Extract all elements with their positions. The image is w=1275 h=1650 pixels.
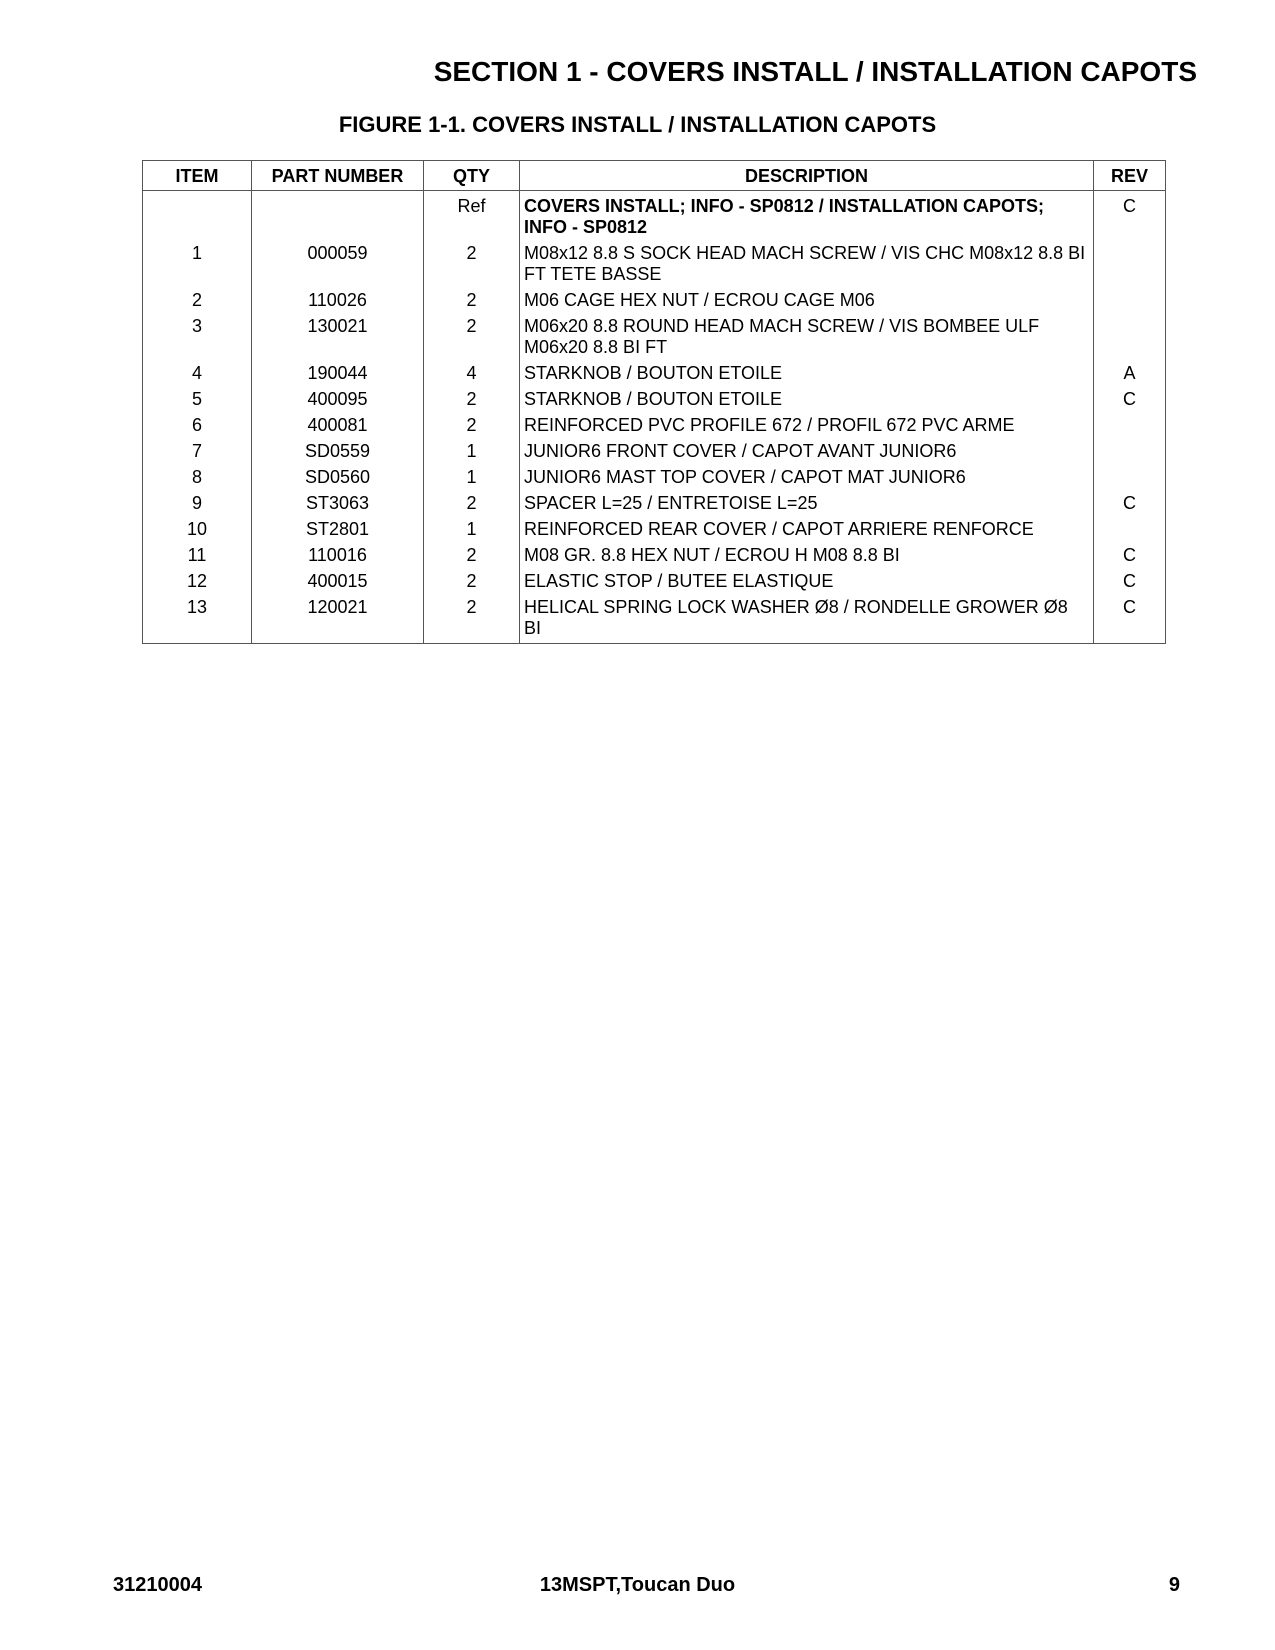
part-number-cell: SD0560 xyxy=(252,465,424,491)
table-row xyxy=(143,569,1166,595)
description-cell: M06 CAGE HEX NUT / ECROU CAGE M06 xyxy=(520,288,1094,314)
item-cell: 7 xyxy=(143,439,252,465)
rev-cell: A xyxy=(1094,361,1166,387)
part-number-cell: 190044 xyxy=(252,361,424,387)
qty-cell: 4 xyxy=(424,361,520,387)
part-number-cell: ST3063 xyxy=(252,491,424,517)
qty-cell: 2 xyxy=(424,543,520,569)
part-number-cell: 120021 xyxy=(252,595,424,644)
qty-cell: 2 xyxy=(424,569,520,595)
description-cell: REINFORCED PVC PROFILE 672 / PROFIL 672 PVC ARME xyxy=(520,413,1094,439)
column-header-description: DESCRIPTION xyxy=(520,161,1094,191)
qty-cell: 2 xyxy=(424,387,520,413)
table-row xyxy=(143,361,1166,387)
rev-cell: C xyxy=(1094,491,1166,517)
column-header-part-number: PART NUMBER xyxy=(252,161,424,191)
table-row xyxy=(143,387,1166,413)
table-row xyxy=(143,314,1166,361)
table-row xyxy=(143,241,1166,288)
description-cell: REINFORCED REAR COVER / CAPOT ARRIERE RENFORCE xyxy=(520,517,1094,543)
description-cell: M06x20 8.8 ROUND HEAD MACH SCREW / VIS BOMBEE ULF M06x20 8.8 BI FT xyxy=(520,314,1094,361)
table-row xyxy=(143,491,1166,517)
part-number-cell: 400015 xyxy=(252,569,424,595)
item-cell: 9 xyxy=(143,491,252,517)
table-row xyxy=(143,191,1166,242)
qty-cell: 2 xyxy=(424,241,520,288)
description-cell: STARKNOB / BOUTON ETOILE xyxy=(520,361,1094,387)
rev-cell xyxy=(1094,439,1166,465)
rev-cell: C xyxy=(1094,569,1166,595)
qty-cell: 2 xyxy=(424,595,520,644)
part-number-cell: 400081 xyxy=(252,413,424,439)
part-number-cell: 110016 xyxy=(252,543,424,569)
qty-cell: 2 xyxy=(424,413,520,439)
description-cell: SPACER L=25 / ENTRETOISE L=25 xyxy=(520,491,1094,517)
description-cell: JUNIOR6 FRONT COVER / CAPOT AVANT JUNIOR6 xyxy=(520,439,1094,465)
description-cell: M08x12 8.8 S SOCK HEAD MACH SCREW / VIS CHC M08x12 8.8 BI FT TETE BASSE xyxy=(520,241,1094,288)
description-cell: COVERS INSTALL; INFO - SP0812 / INSTALLATION CAPOTS; INFO - SP0812 xyxy=(520,191,1094,242)
part-number-cell: 400095 xyxy=(252,387,424,413)
qty-cell: 2 xyxy=(424,288,520,314)
table-row xyxy=(143,288,1166,314)
column-header-qty: QTY xyxy=(424,161,520,191)
rev-cell xyxy=(1094,413,1166,439)
qty-cell: 2 xyxy=(424,314,520,361)
qty-cell: 1 xyxy=(424,517,520,543)
part-number-cell: 000059 xyxy=(252,241,424,288)
qty-cell: 1 xyxy=(424,465,520,491)
description-cell: ELASTIC STOP / BUTEE ELASTIQUE xyxy=(520,569,1094,595)
item-cell: 1 xyxy=(143,241,252,288)
item-cell: 11 xyxy=(143,543,252,569)
rev-cell: C xyxy=(1094,543,1166,569)
column-header-item: ITEM xyxy=(143,161,252,191)
rev-cell xyxy=(1094,241,1166,288)
qty-cell: 2 xyxy=(424,491,520,517)
item-cell: 4 xyxy=(143,361,252,387)
item-cell: 13 xyxy=(143,595,252,644)
qty-cell: 1 xyxy=(424,439,520,465)
rev-cell: C xyxy=(1094,191,1166,242)
table-row xyxy=(143,543,1166,569)
item-cell: 2 xyxy=(143,288,252,314)
table-row xyxy=(143,517,1166,543)
table-row xyxy=(143,465,1166,491)
item-cell: 5 xyxy=(143,387,252,413)
qty-cell: Ref xyxy=(424,191,520,242)
item-cell: 6 xyxy=(143,413,252,439)
footer-model-name: 13MSPT,Toucan Duo xyxy=(539,1574,736,1596)
rev-cell xyxy=(1094,517,1166,543)
footer-document-number: 31210004 xyxy=(113,1574,202,1596)
description-cell: HELICAL SPRING LOCK WASHER Ø8 / RONDELLE GROWER Ø8 BI xyxy=(520,595,1094,644)
rev-cell xyxy=(1094,465,1166,491)
item-cell: 8 xyxy=(143,465,252,491)
figure-title: FIGURE 1-1. COVERS INSTALL / INSTALLATION CAPOTS xyxy=(338,112,937,137)
table-row xyxy=(143,413,1166,439)
table-row xyxy=(143,439,1166,465)
item-cell xyxy=(143,191,252,242)
rev-cell: C xyxy=(1094,387,1166,413)
column-header-rev: REV xyxy=(1094,161,1166,191)
part-number-cell: 110026 xyxy=(252,288,424,314)
description-cell: JUNIOR6 MAST TOP COVER / CAPOT MAT JUNIOR6 xyxy=(520,465,1094,491)
part-number-cell: 130021 xyxy=(252,314,424,361)
rev-cell: C xyxy=(1094,595,1166,644)
rev-cell xyxy=(1094,288,1166,314)
item-cell: 12 xyxy=(143,569,252,595)
item-cell: 10 xyxy=(143,517,252,543)
item-cell: 3 xyxy=(143,314,252,361)
part-number-cell xyxy=(252,191,424,242)
part-number-cell: ST2801 xyxy=(252,517,424,543)
footer-page-number: 9 xyxy=(1168,1574,1180,1596)
table-header-row xyxy=(143,161,1166,191)
table-row xyxy=(143,595,1166,644)
part-number-cell: SD0559 xyxy=(252,439,424,465)
description-cell: M08 GR. 8.8 HEX NUT / ECROU H M08 8.8 BI xyxy=(520,543,1094,569)
section-title: SECTION 1 - COVERS INSTALL / INSTALLATION CAPOTS xyxy=(433,56,1197,87)
description-cell: STARKNOB / BOUTON ETOILE xyxy=(520,387,1094,413)
parts-table xyxy=(142,160,1166,644)
rev-cell xyxy=(1094,314,1166,361)
